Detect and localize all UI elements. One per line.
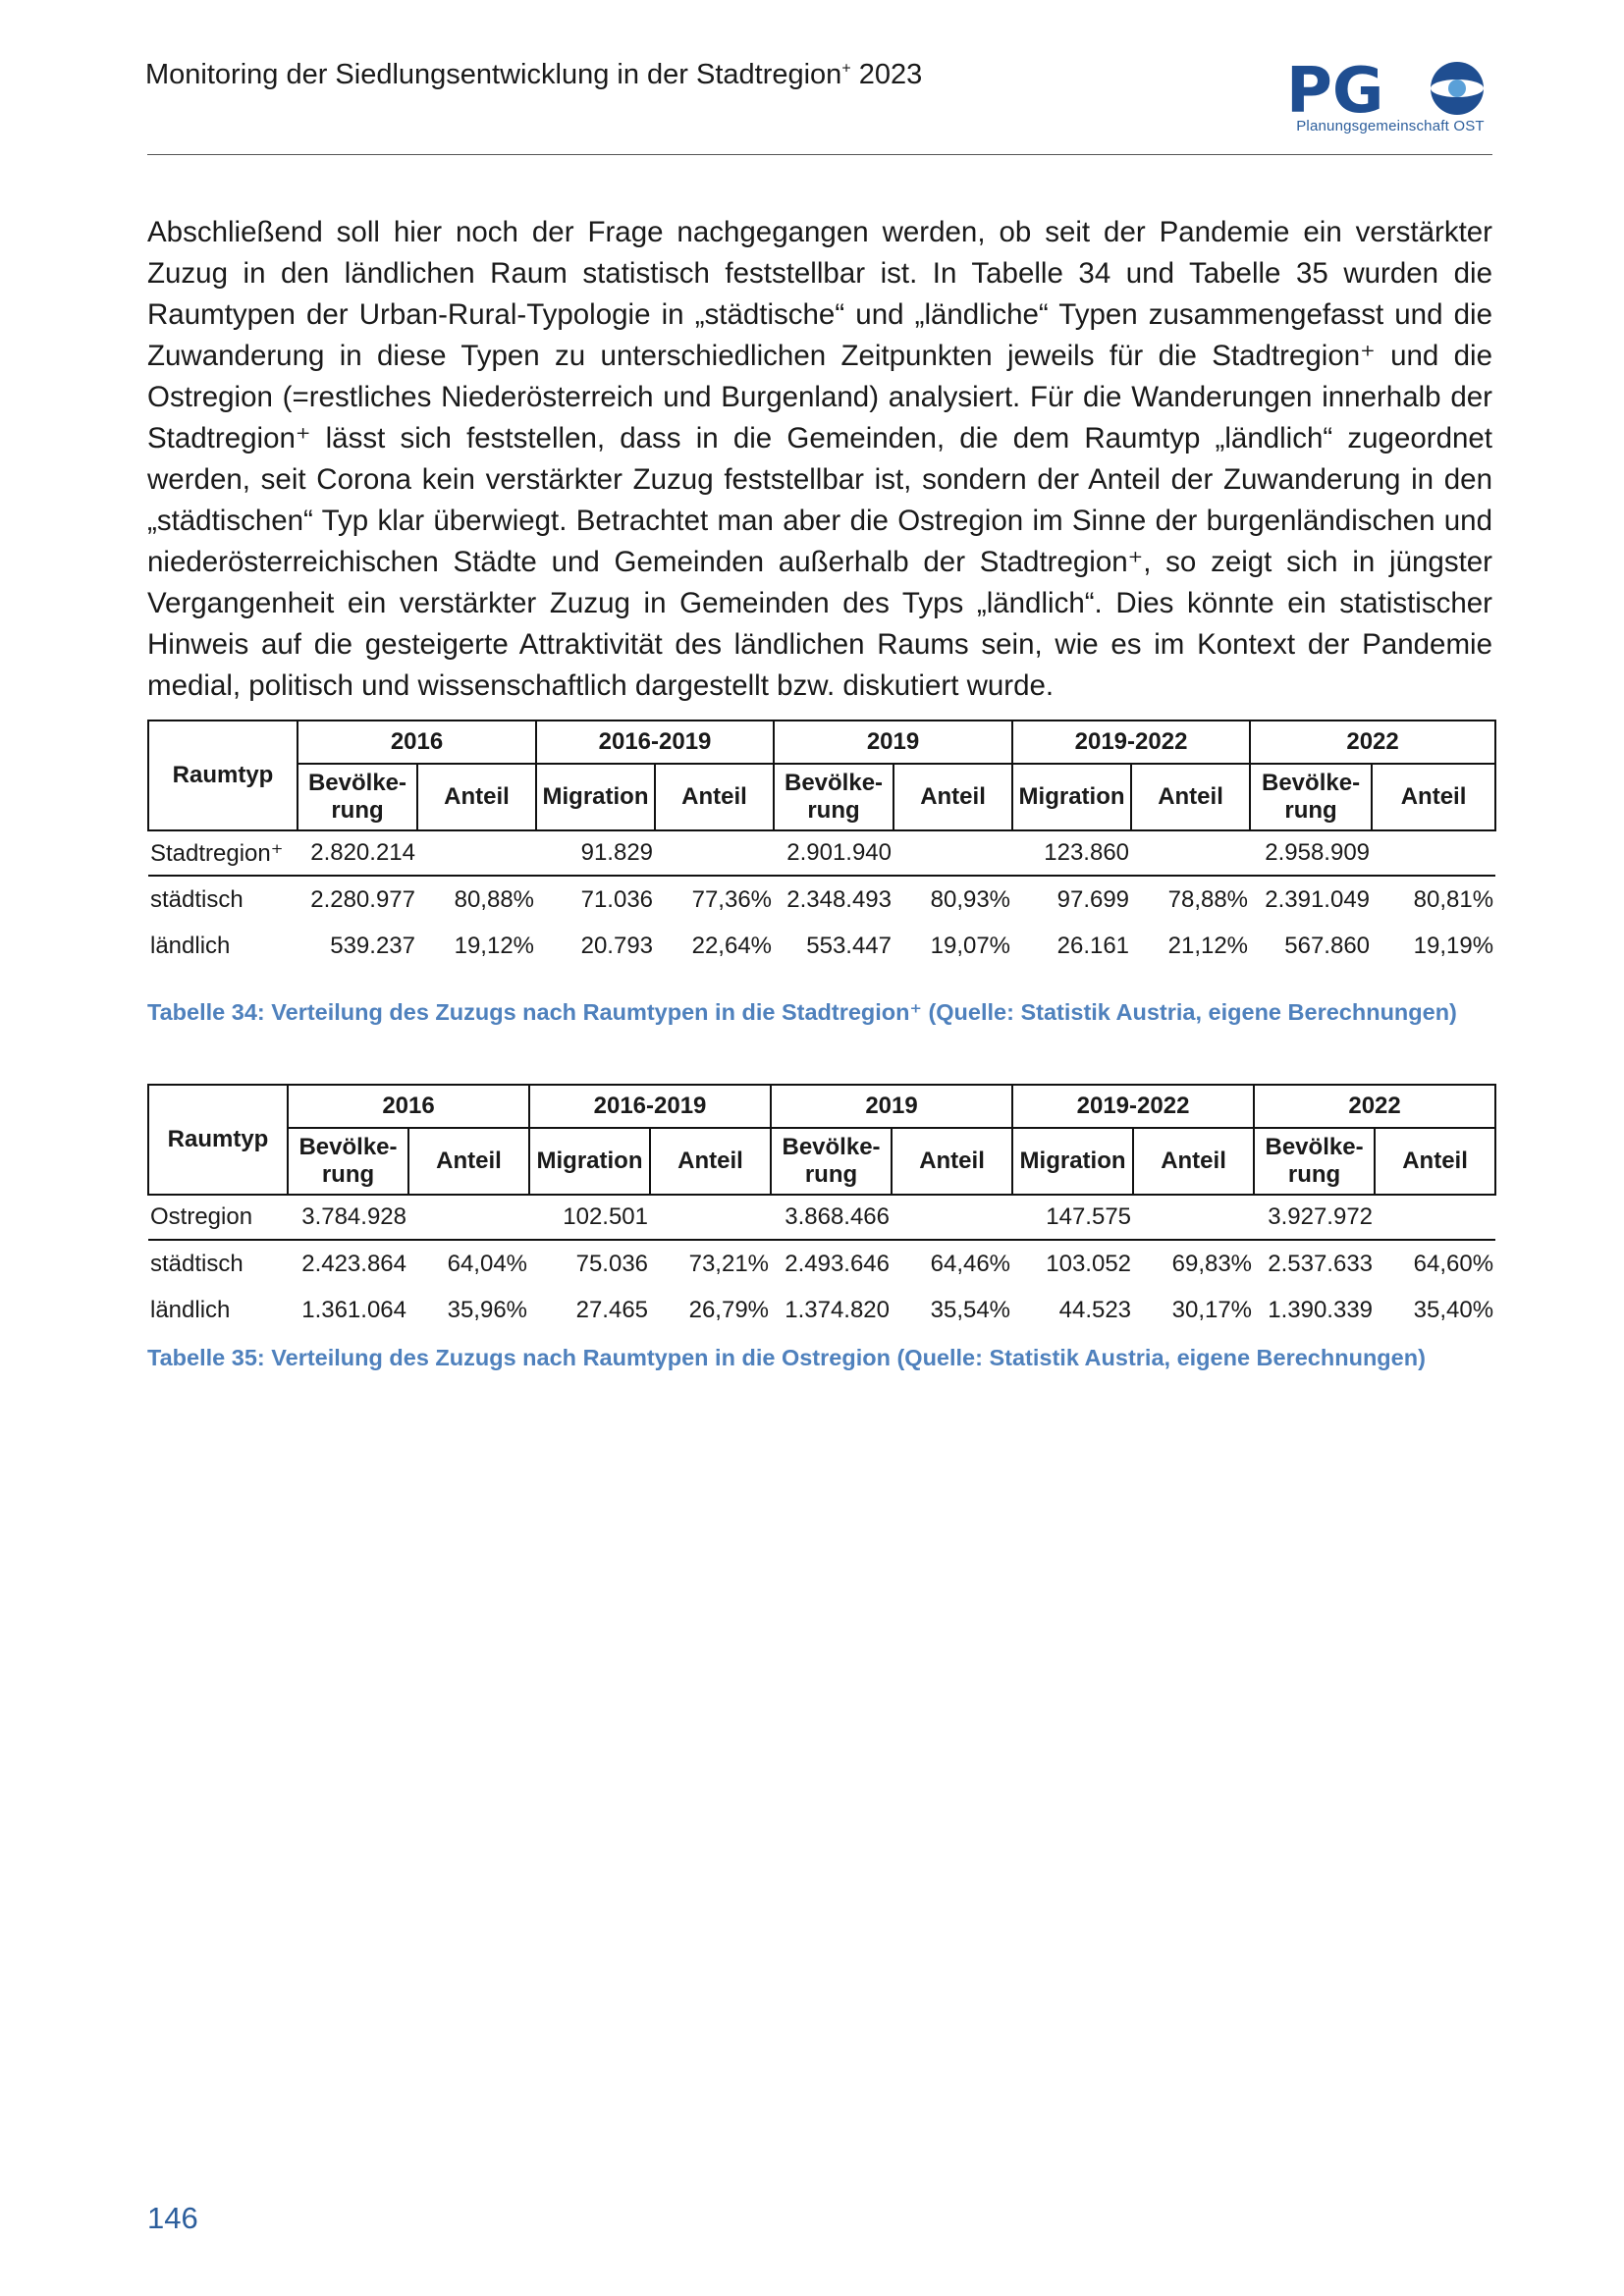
body-paragraph: Abschließend soll hier noch der Frage nachgegangen werden, ob seit der Pandemie ein verstärkter Zuzug in den ländlichen Raum statistisch feststellbar ist. In Tabelle 34 und Tabelle 35 wurden die Raumtypen der Urban-Rural-Typologie in „städtische“ und „ländliche“ Typen zusammengefasst und die Zuwanderung in diese Typen zu unterschiedlichen Zeitpunkten jeweils für die Stadtregion⁺ und die Ostregion (=restliches Niederösterreich und Burgenland) analysiert. Für die Wanderungen innerhalb der Stadtregion⁺ lässt sich feststellen, dass in die Gemeinden, die dem Raumtyp „ländlich“ zugeordnet werden, seit Corona kein verstärkter Zuzug feststellbar ist, sondern der Anteil der Zuwanderung in den „städtischen“ Typ klar überwiegt. Betrachtet man aber die Ostregion im Sinne der burgenländischen und niederösterreichischen Städte und Gemeinden außerhalb der Stadtregion⁺, so zeigt sich in jüngster Vergangenheit ein verstärkter Zuzug in Gemeinden des Typs „ländlich“. Dies könnte ein statistischer Hinweis auf die gesteigerte Attraktivität des ländlichen Raums sein, wie es im Kontext der Pandemie medial, politisch und wissenschaftlich dargestellt bzw. diskutiert wurde. [147,216,1492,702]
col-raumtyp: Raumtyp [148,1085,288,1195]
table-row [148,876,1495,923]
period-header: 2016 [288,1085,529,1128]
table-cell: 78,88% [1167,885,1249,913]
table-cell: 71.036 [580,885,654,913]
table-row [148,1240,1495,1287]
table-cell: 77,36% [691,885,773,913]
row-label: städtisch [150,885,244,913]
table-cell: 91.829 [536,830,655,876]
sub-header: Anteil [408,1128,529,1195]
sub-header: Anteil [1133,1128,1254,1195]
period-header: 2019 [774,721,1012,764]
sub-header: Anteil [1372,764,1495,830]
header-divider [147,154,1492,155]
table-cell: 30,17% [1171,1296,1253,1323]
sub-header: Anteil [650,1128,771,1195]
table-cell: 80,81% [1413,885,1494,913]
sub-header: Anteil [1375,1128,1495,1195]
sub-header: Bevölkerung [771,1128,892,1195]
table-cell: 102.501 [529,1195,650,1240]
table-cell: 567.860 [1284,932,1371,959]
table-cell [1372,830,1495,876]
page-number: 146 [147,2201,198,2235]
table-cell: 147.575 [1012,1195,1133,1240]
running-header: Monitoring der Siedlungsentwicklung in der Stadtregion+ 2023 [145,59,923,90]
table-row [148,830,1495,876]
table-row [148,923,1495,969]
table-cell: 2.901.940 [774,830,893,876]
col-raumtyp: Raumtyp [148,721,298,830]
table-cell [417,830,536,876]
table-cell: 21,12% [1167,932,1249,959]
sub-header: Bevölkerung [1254,1128,1375,1195]
row-label: städtisch [150,1250,244,1277]
sub-header: Bevölkerung [288,1128,408,1195]
row-label: Stadtregion⁺ [148,830,298,876]
table-34 [147,720,1496,969]
table-cell: 26,79% [688,1296,770,1323]
sub-header: Migration [529,1128,650,1195]
sub-header: Anteil [655,764,774,830]
sub-header: Migration [536,764,655,830]
table-cell: 3.868.466 [771,1195,892,1240]
table-cell: 64,60% [1413,1250,1494,1277]
sub-header: Anteil [893,764,1012,830]
table-cell: 2.537.633 [1268,1250,1374,1277]
table-cell: 35,54% [930,1296,1011,1323]
table-cell: 20.793 [580,932,654,959]
globe-icon [1431,62,1484,115]
table-cell: 97.699 [1056,885,1130,913]
logo-subtitle: Planungsgemeinschaft OST [1296,118,1485,134]
table-cell: 80,93% [930,885,1011,913]
table-cell: 19,12% [454,932,535,959]
table-row [148,1195,1495,1240]
period-header: 2019-2022 [1012,721,1250,764]
table-cell [1133,1195,1254,1240]
sub-header: Bevölkerung [774,764,893,830]
table-cell: 64,04% [447,1250,528,1277]
table-cell: 2.958.909 [1250,830,1372,876]
table-cell: 2.423.864 [301,1250,406,1277]
table-cell: 1.390.339 [1268,1296,1374,1323]
sub-header: Anteil [1131,764,1250,830]
period-header: 2016-2019 [536,721,774,764]
table-cell: 80,88% [454,885,535,913]
table-cell: 3.784.928 [288,1195,408,1240]
table-cell: 19,07% [930,932,1011,959]
table-34-caption: Tabelle 34: Verteilung des Zuzugs nach Raumtypen in die Stadtregion⁺ (Quelle: Statistik Austria, eigene Berechnungen) [147,999,1457,1025]
sub-header: Anteil [892,1128,1012,1195]
table-cell: 2.280.977 [310,885,415,913]
sub-header: Bevölkerung [1250,764,1372,830]
table-35 [147,1084,1496,1333]
table-cell: 2.493.646 [785,1250,891,1277]
row-label: Ostregion [148,1195,288,1240]
table-cell: 2.820.214 [298,830,417,876]
table-cell [650,1195,771,1240]
table-cell: 35,40% [1413,1296,1494,1323]
table-cell: 22,64% [691,932,773,959]
table-cell: 1.374.820 [785,1296,891,1323]
table-35-caption: Tabelle 35: Verteilung des Zuzugs nach Raumtypen in die Ostregion (Quelle: Statistik Austria, eigene Berechnungen) [147,1345,1426,1370]
table-cell [893,830,1012,876]
period-header: 2016-2019 [529,1085,771,1128]
table-cell: 123.860 [1012,830,1131,876]
period-header: 2022 [1254,1085,1495,1128]
table-cell [408,1195,529,1240]
table-cell: 3.927.972 [1254,1195,1375,1240]
table-cell: 1.361.064 [301,1296,406,1323]
table-cell: 2.391.049 [1265,885,1371,913]
table-cell: 2.348.493 [786,885,893,913]
sub-header: Anteil [417,764,536,830]
table-cell: 69,83% [1171,1250,1253,1277]
logo-text: PG [1286,59,1384,128]
table-row [148,1287,1495,1333]
period-header: 2019-2022 [1012,1085,1254,1128]
table-cell: 103.052 [1046,1250,1132,1277]
period-header: 2016 [298,721,536,764]
sub-header: Migration [1012,1128,1133,1195]
table-cell: 19,19% [1413,932,1494,959]
sub-header: Bevölkerung [298,764,417,830]
table-cell: 35,96% [447,1296,528,1323]
table-cell: 539.237 [330,932,415,959]
row-label: ländlich [150,932,231,959]
table-cell: 26.161 [1056,932,1130,959]
period-header: 2022 [1250,721,1495,764]
table-cell [892,1195,1012,1240]
table-cell: 553.447 [806,932,893,959]
table-cell: 73,21% [688,1250,770,1277]
table-cell [1375,1195,1495,1240]
table-cell: 75.036 [575,1250,649,1277]
table-cell [1131,830,1250,876]
table-cell: 27.465 [575,1296,649,1323]
table-cell: 64,46% [930,1250,1011,1277]
table-cell: 44.523 [1058,1296,1132,1323]
period-header: 2019 [771,1085,1012,1128]
table-cell [655,830,774,876]
sub-header: Migration [1012,764,1131,830]
row-label: ländlich [150,1296,231,1323]
